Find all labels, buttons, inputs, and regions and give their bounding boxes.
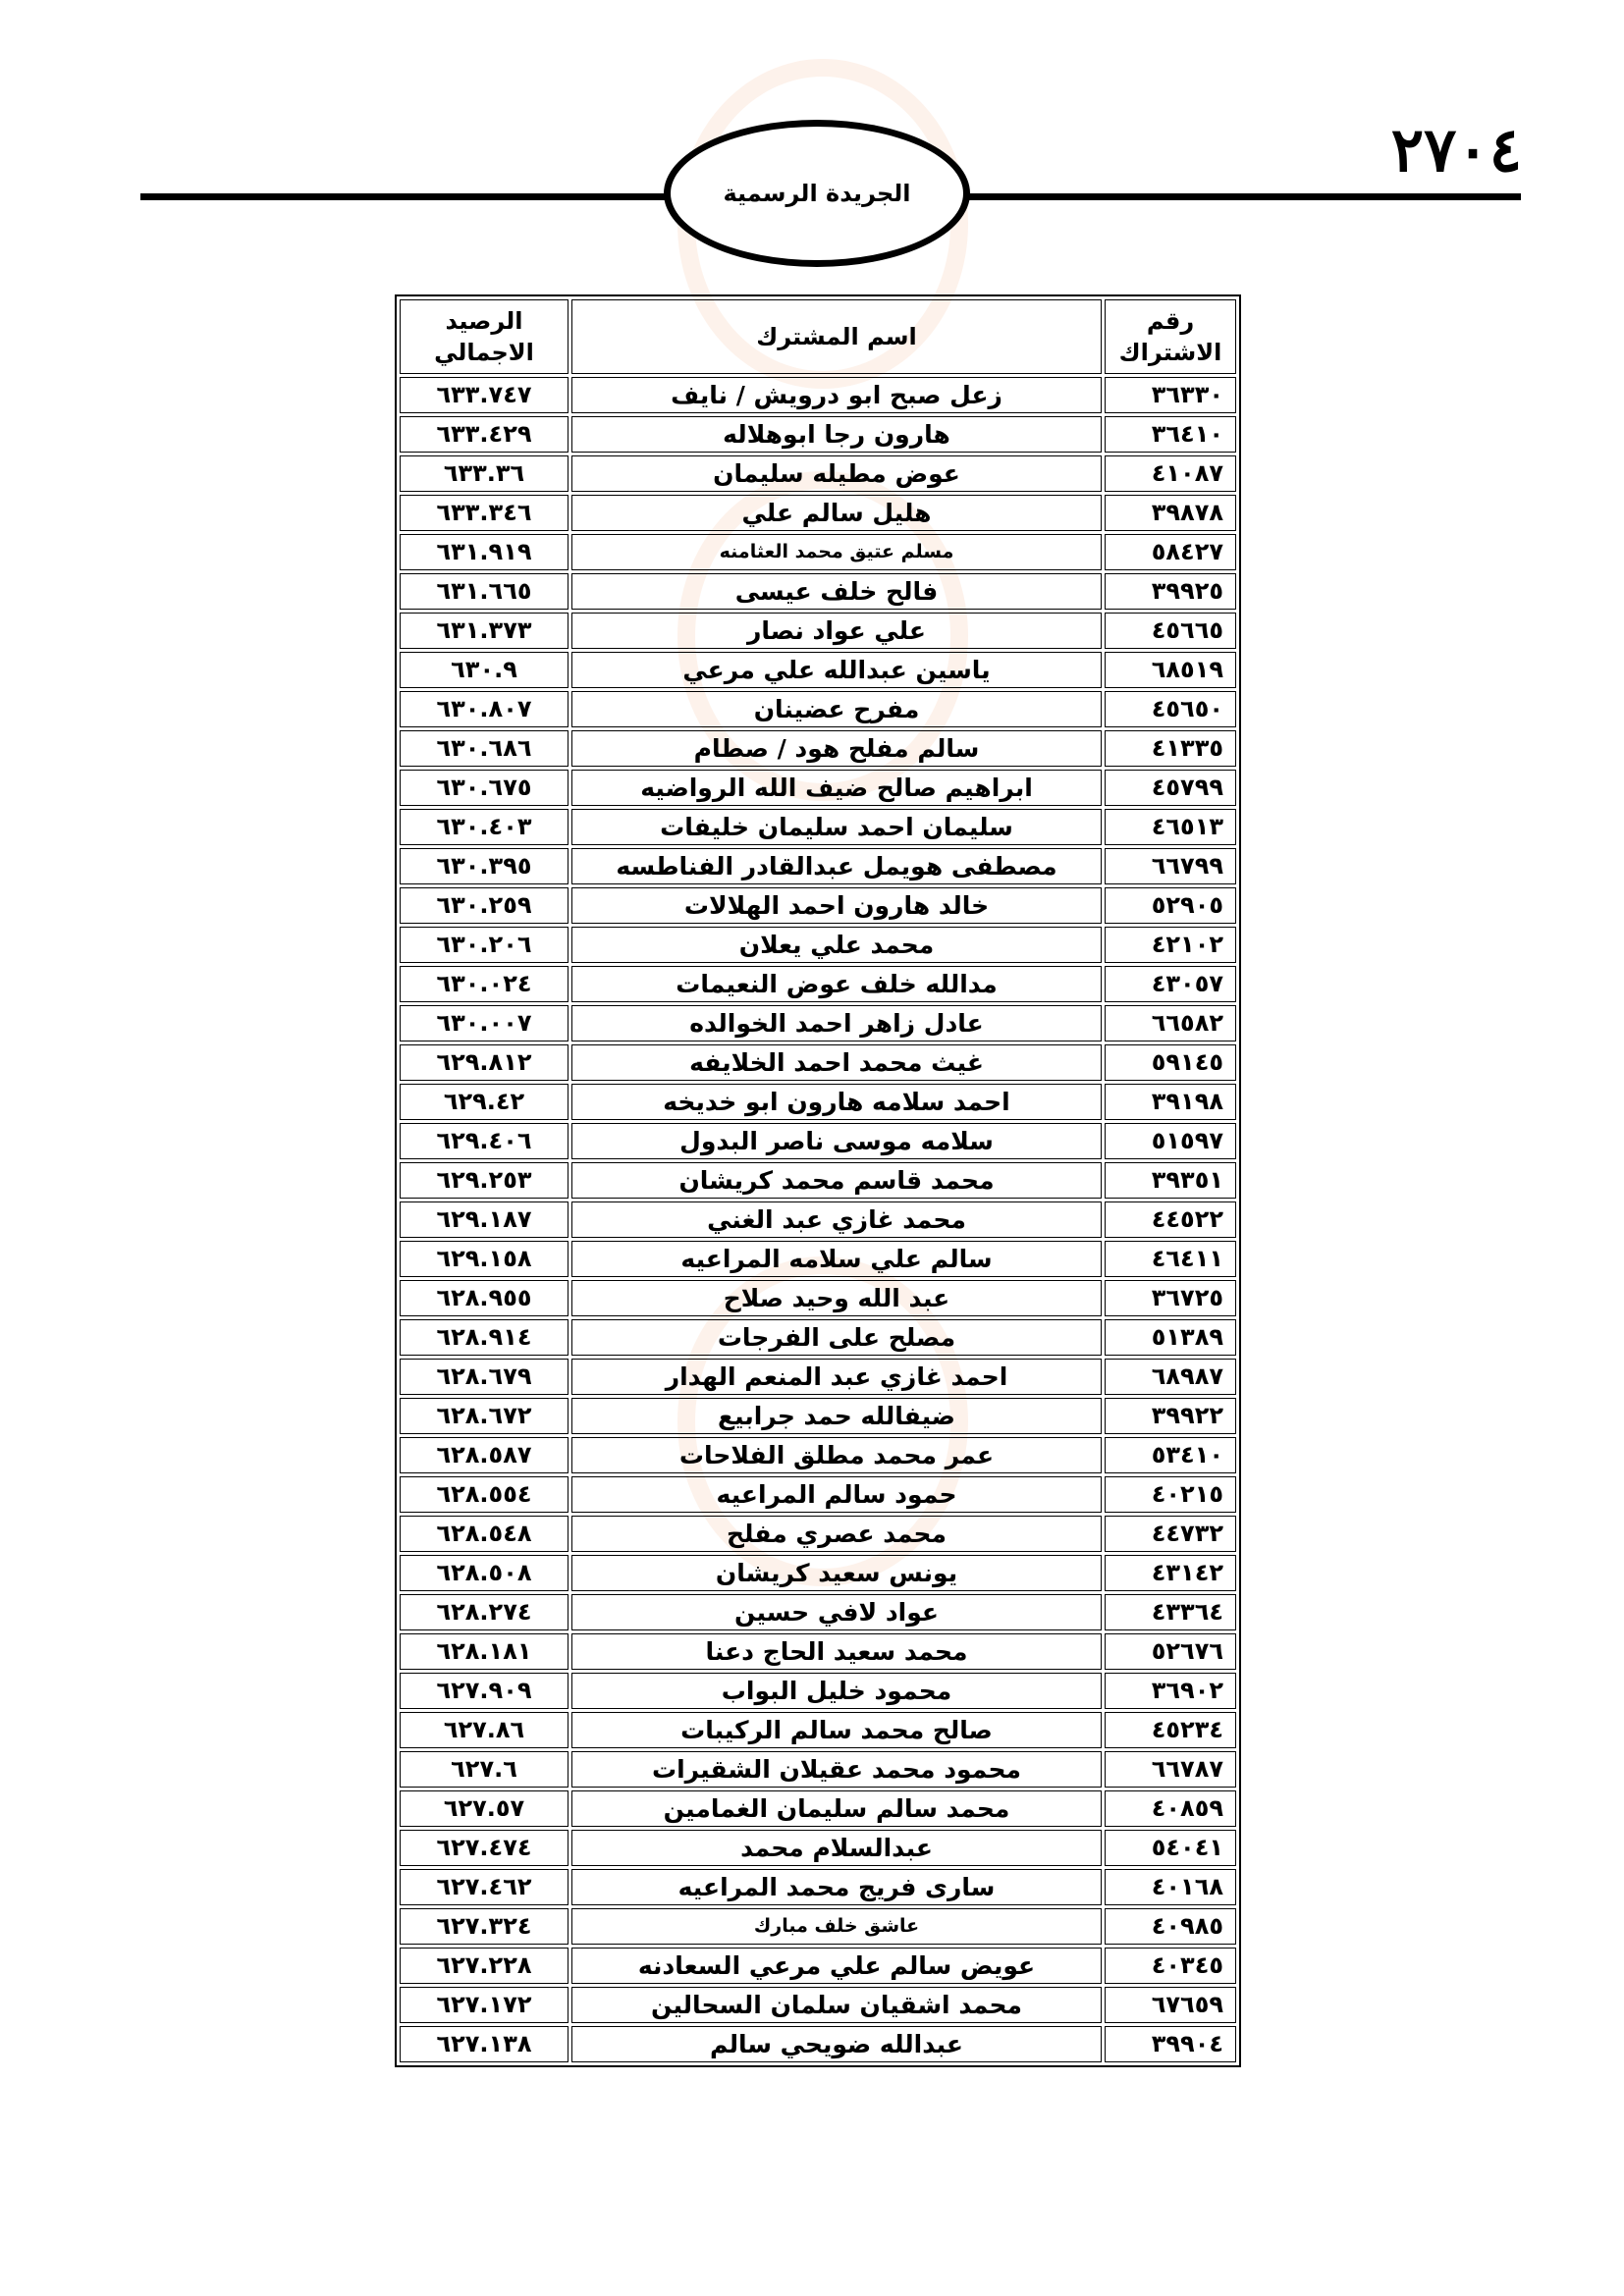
subscription-id: ٤٦٤١١	[1105, 1241, 1236, 1277]
subscription-id: ٤٠٣٤٥	[1105, 1948, 1236, 1984]
subscription-id: ٥٤٠٤١	[1105, 1830, 1236, 1866]
total-balance: ٦٢٧.٩٠٩	[400, 1673, 568, 1709]
table-row	[400, 1555, 1236, 1591]
table-row	[400, 455, 1236, 492]
table-row	[400, 1044, 1236, 1081]
table-row	[400, 1437, 1236, 1473]
subscriber-name: زعل صبح ابو درويش / نايف	[571, 377, 1102, 413]
table-row	[400, 1476, 1236, 1513]
subscriber-name: محمد اشقيان سلمان السحالين	[571, 1987, 1102, 2023]
table-row	[400, 848, 1236, 884]
column-header-balance: الرصيد الاجمالي	[400, 299, 568, 374]
table-row	[400, 809, 1236, 845]
table-row	[400, 887, 1236, 924]
subscription-id: ٣٩٨٧٨	[1105, 495, 1236, 531]
total-balance: ٦٢٩.٤٢	[400, 1084, 568, 1120]
subscription-id: ٣٦٣٣٠	[1105, 377, 1236, 413]
total-balance: ٦٣٣.٧٤٧	[400, 377, 568, 413]
subscription-id: ٤٥٧٩٩	[1105, 770, 1236, 806]
subscriber-name: سارى فريج محمد المراعيه	[571, 1869, 1102, 1905]
subscriber-name: مصطفى هويمل عبدالقادر الفناطسه	[571, 848, 1102, 884]
subscriber-name: هارون رجا ابوهلاله	[571, 416, 1102, 453]
total-balance: ٦٣٠.٦٨٦	[400, 730, 568, 767]
subscription-id: ٣٦٧٢٥	[1105, 1280, 1236, 1316]
subscriber-name: فالح خلف عيسى	[571, 573, 1102, 610]
subscriber-name: مدالله خلف عوض النعيمات	[571, 966, 1102, 1002]
total-balance: ٦٢٩.١٨٧	[400, 1201, 568, 1238]
subscriber-name: يونس سعيد كريشان	[571, 1555, 1102, 1591]
table-row	[400, 770, 1236, 806]
subscription-id: ٤٤٧٣٢	[1105, 1516, 1236, 1552]
subscription-id: ٦٦٧٨٧	[1105, 1751, 1236, 1788]
total-balance: ٦٢٨.٥٤٨	[400, 1516, 568, 1552]
table-row	[400, 1830, 1236, 1866]
subscription-id: ٤٣٠٥٧	[1105, 966, 1236, 1002]
subscription-id: ٥٨٤٢٧	[1105, 534, 1236, 570]
subscriber-name: عاشق خلف مبارك	[571, 1908, 1102, 1945]
subscription-id: ٤٠٩٨٥	[1105, 1908, 1236, 1945]
subscriber-name: سالم علي سلامه المراعيه	[571, 1241, 1102, 1277]
table-row	[400, 1594, 1236, 1630]
table-row	[400, 1162, 1236, 1199]
total-balance: ٦٣٠.٢٥٩	[400, 887, 568, 924]
table-header-row	[400, 299, 1236, 374]
table-row	[400, 691, 1236, 727]
subscription-id: ٤٥٢٣٤	[1105, 1712, 1236, 1748]
subscription-id: ٤٣١٤٢	[1105, 1555, 1236, 1591]
table-row	[400, 1712, 1236, 1748]
subscriber-name: محمد علي يعلان	[571, 927, 1102, 963]
total-balance: ٦٣٠.٤٠٣	[400, 809, 568, 845]
column-header-id: رقم الاشتراك	[1105, 299, 1236, 374]
table-row	[400, 927, 1236, 963]
total-balance: ٦٢٧.٣٢٤	[400, 1908, 568, 1945]
total-balance: ٦٣٠.٠٢٤	[400, 966, 568, 1002]
subscriber-name: حمود سالم المراعيه	[571, 1476, 1102, 1513]
table-row	[400, 1908, 1236, 1945]
subscription-id: ٦٧٦٥٩	[1105, 1987, 1236, 2023]
subscriber-name: مسلم عتيق محمد العثامنه	[571, 534, 1102, 570]
subscription-id: ٣٩٣٥١	[1105, 1162, 1236, 1199]
subscription-id: ٦٦٧٩٩	[1105, 848, 1236, 884]
subscriber-name: عواد لافي حسين	[571, 1594, 1102, 1630]
subscription-id: ٣٩٩٠٤	[1105, 2026, 1236, 2062]
subscribers-table	[395, 294, 1241, 2067]
table-row	[400, 1084, 1236, 1120]
total-balance: ٦٢٧.١٧٢	[400, 1987, 568, 2023]
table-row	[400, 1948, 1236, 1984]
subscriber-name: سليمان احمد سليمان خليفات	[571, 809, 1102, 845]
total-balance: ٦٣٠.٢٠٦	[400, 927, 568, 963]
subscription-id: ٤٠٢١٥	[1105, 1476, 1236, 1513]
subscription-id: ٤٥٦٦٥	[1105, 613, 1236, 649]
total-balance: ٦٣٠.٠٠٧	[400, 1005, 568, 1041]
subscription-id: ٥٢٦٧٦	[1105, 1633, 1236, 1670]
table-row	[400, 613, 1236, 649]
total-balance: ٦٢٨.٦٧٢	[400, 1398, 568, 1434]
subscription-id: ٥٣٤١٠	[1105, 1437, 1236, 1473]
newspaper-title-oval	[664, 120, 970, 267]
subscriber-name: محمد سالم سليمان الغمامين	[571, 1790, 1102, 1827]
table-row	[400, 1319, 1236, 1356]
total-balance: ٦٢٧.١٣٨	[400, 2026, 568, 2062]
subscriber-name: سلامه موسى ناصر البدول	[571, 1123, 1102, 1159]
total-balance: ٦٢٩.٢٥٣	[400, 1162, 568, 1199]
table-row	[400, 1201, 1236, 1238]
subscription-id: ٣٩٩٢٢	[1105, 1398, 1236, 1434]
subscription-id: ٣٩١٩٨	[1105, 1084, 1236, 1120]
total-balance: ٦٣٠.٩	[400, 652, 568, 688]
table-row	[400, 416, 1236, 453]
table-row	[400, 1869, 1236, 1905]
subscription-id: ٣٦٩٠٢	[1105, 1673, 1236, 1709]
subscription-id: ٥١٣٨٩	[1105, 1319, 1236, 1356]
subscriber-name: عويض سالم علي مرعي السعادنه	[571, 1948, 1102, 1984]
total-balance: ٦٣٠.٦٧٥	[400, 770, 568, 806]
subscriber-name: محمد سعيد الحاج دعنا	[571, 1633, 1102, 1670]
total-balance: ٦٢٧.٦	[400, 1751, 568, 1788]
table-row	[400, 377, 1236, 413]
total-balance: ٦٢٨.٩٥٥	[400, 1280, 568, 1316]
subscriber-name: احمد غازي عبد المنعم الهدار	[571, 1359, 1102, 1395]
total-balance: ٦٣١.٩١٩	[400, 534, 568, 570]
total-balance: ٦٢٨.٩١٤	[400, 1319, 568, 1356]
subscription-id: ٤١٣٣٥	[1105, 730, 1236, 767]
subscription-id: ٦٨٥١٩	[1105, 652, 1236, 688]
table-row	[400, 1398, 1236, 1434]
subscriber-name: عادل زاهر احمد الخوالده	[571, 1005, 1102, 1041]
page-number: ٢٧٠٤	[1390, 114, 1522, 186]
subscriber-name: عمر محمد مطلق الفلاحات	[571, 1437, 1102, 1473]
table-row	[400, 1005, 1236, 1041]
column-header-name: اسم المشترك	[571, 299, 1102, 374]
table-row	[400, 534, 1236, 570]
total-balance: ٦٢٧.٥٧	[400, 1790, 568, 1827]
total-balance: ٦٢٧.٤٧٤	[400, 1830, 568, 1866]
total-balance: ٦٢٨.٥٥٤	[400, 1476, 568, 1513]
subscriber-name: صالح محمد سالم الركيبات	[571, 1712, 1102, 1748]
subscriber-name: محمد قاسم محمد كريشان	[571, 1162, 1102, 1199]
table-row	[400, 1123, 1236, 1159]
subscription-id: ٣٦٤١٠	[1105, 416, 1236, 453]
table-row	[400, 495, 1236, 531]
table-row	[400, 1241, 1236, 1277]
table-row	[400, 573, 1236, 610]
table-row	[400, 1673, 1236, 1709]
total-balance: ٦٣١.٣٧٣	[400, 613, 568, 649]
table-row	[400, 1280, 1236, 1316]
newspaper-title: الجريدة الرسمية	[723, 180, 911, 207]
table-row	[400, 1790, 1236, 1827]
subscriber-name: سالم مفلح هود / صطام	[571, 730, 1102, 767]
subscriber-name: احمد سلامه هارون ابو خديخه	[571, 1084, 1102, 1120]
table-row	[400, 2026, 1236, 2062]
subscription-id: ٤٤٥٢٢	[1105, 1201, 1236, 1238]
total-balance: ٦٢٧.٨٦	[400, 1712, 568, 1748]
subscriber-name: محمد غازي عبد الغني	[571, 1201, 1102, 1238]
subscriber-name: عبدالسلام محمد	[571, 1830, 1102, 1866]
subscription-id: ٦٨٩٨٧	[1105, 1359, 1236, 1395]
table-row	[400, 1751, 1236, 1788]
total-balance: ٦٣٣.٣٦	[400, 455, 568, 492]
subscriber-name: غيث محمد احمد الخلايفه	[571, 1044, 1102, 1081]
subscriber-name: مفرح عضينان	[571, 691, 1102, 727]
subscription-id: ٥٩١٤٥	[1105, 1044, 1236, 1081]
total-balance: ٦٣٣.٣٤٦	[400, 495, 568, 531]
total-balance: ٦٢٨.٥٠٨	[400, 1555, 568, 1591]
total-balance: ٦٢٧.٤٦٢	[400, 1869, 568, 1905]
subscriber-name: عبدالله ضويحي سالم	[571, 2026, 1102, 2062]
subscription-id: ٤٦٥١٣	[1105, 809, 1236, 845]
subscriber-name: خالد هارون احمد الهلالات	[571, 887, 1102, 924]
subscriber-name: محمود خليل البواب	[571, 1673, 1102, 1709]
subscription-id: ٤٢١٠٢	[1105, 927, 1236, 963]
total-balance: ٦٣٣.٤٢٩	[400, 416, 568, 453]
subscription-id: ٣٩٩٢٥	[1105, 573, 1236, 610]
total-balance: ٦٢٨.٢٧٤	[400, 1594, 568, 1630]
total-balance: ٦٢٧.٢٢٨	[400, 1948, 568, 1984]
total-balance: ٦٣١.٦٦٥	[400, 573, 568, 610]
table-row	[400, 966, 1236, 1002]
subscriber-name: عوض مطيله سليمان	[571, 455, 1102, 492]
table-row	[400, 1359, 1236, 1395]
subscription-id: ٤٣٣٦٤	[1105, 1594, 1236, 1630]
total-balance: ٦٢٩.٤٠٦	[400, 1123, 568, 1159]
subscriber-name: عبد الله وحيد صلاح	[571, 1280, 1102, 1316]
subscription-id: ٤٥٦٥٠	[1105, 691, 1236, 727]
subscription-id: ٤١٠٨٧	[1105, 455, 1236, 492]
subscriber-name: ضيفالله حمد جرابيع	[571, 1398, 1102, 1434]
total-balance: ٦٣٠.٨٠٧	[400, 691, 568, 727]
subscriber-name: هليل سالم علي	[571, 495, 1102, 531]
total-balance: ٦٢٨.٦٧٩	[400, 1359, 568, 1395]
table-row	[400, 1516, 1236, 1552]
table-row	[400, 1987, 1236, 2023]
subscriber-name: مصلح على الفرجات	[571, 1319, 1102, 1356]
table-row	[400, 730, 1236, 767]
table-row	[400, 652, 1236, 688]
subscription-id: ٤٠١٦٨	[1105, 1869, 1236, 1905]
total-balance: ٦٢٩.٨١٢	[400, 1044, 568, 1081]
subscriber-name: محمد عصري مفلح	[571, 1516, 1102, 1552]
total-balance: ٦٢٨.٥٨٧	[400, 1437, 568, 1473]
subscriber-name: ابراهيم صالح ضيف الله الرواضيه	[571, 770, 1102, 806]
subscriber-name: ياسين عبدالله علي مرعي	[571, 652, 1102, 688]
subscriber-name: علي عواد نصار	[571, 613, 1102, 649]
subscription-id: ٥٢٩٠٥	[1105, 887, 1236, 924]
total-balance: ٦٢٩.١٥٨	[400, 1241, 568, 1277]
subscriber-name: محمود محمد عقيلان الشقيرات	[571, 1751, 1102, 1788]
table-row	[400, 1633, 1236, 1670]
subscription-id: ٤٠٨٥٩	[1105, 1790, 1236, 1827]
subscription-id: ٦٦٥٨٢	[1105, 1005, 1236, 1041]
subscription-id: ٥١٥٩٧	[1105, 1123, 1236, 1159]
total-balance: ٦٣٠.٣٩٥	[400, 848, 568, 884]
total-balance: ٦٢٨.١٨١	[400, 1633, 568, 1670]
